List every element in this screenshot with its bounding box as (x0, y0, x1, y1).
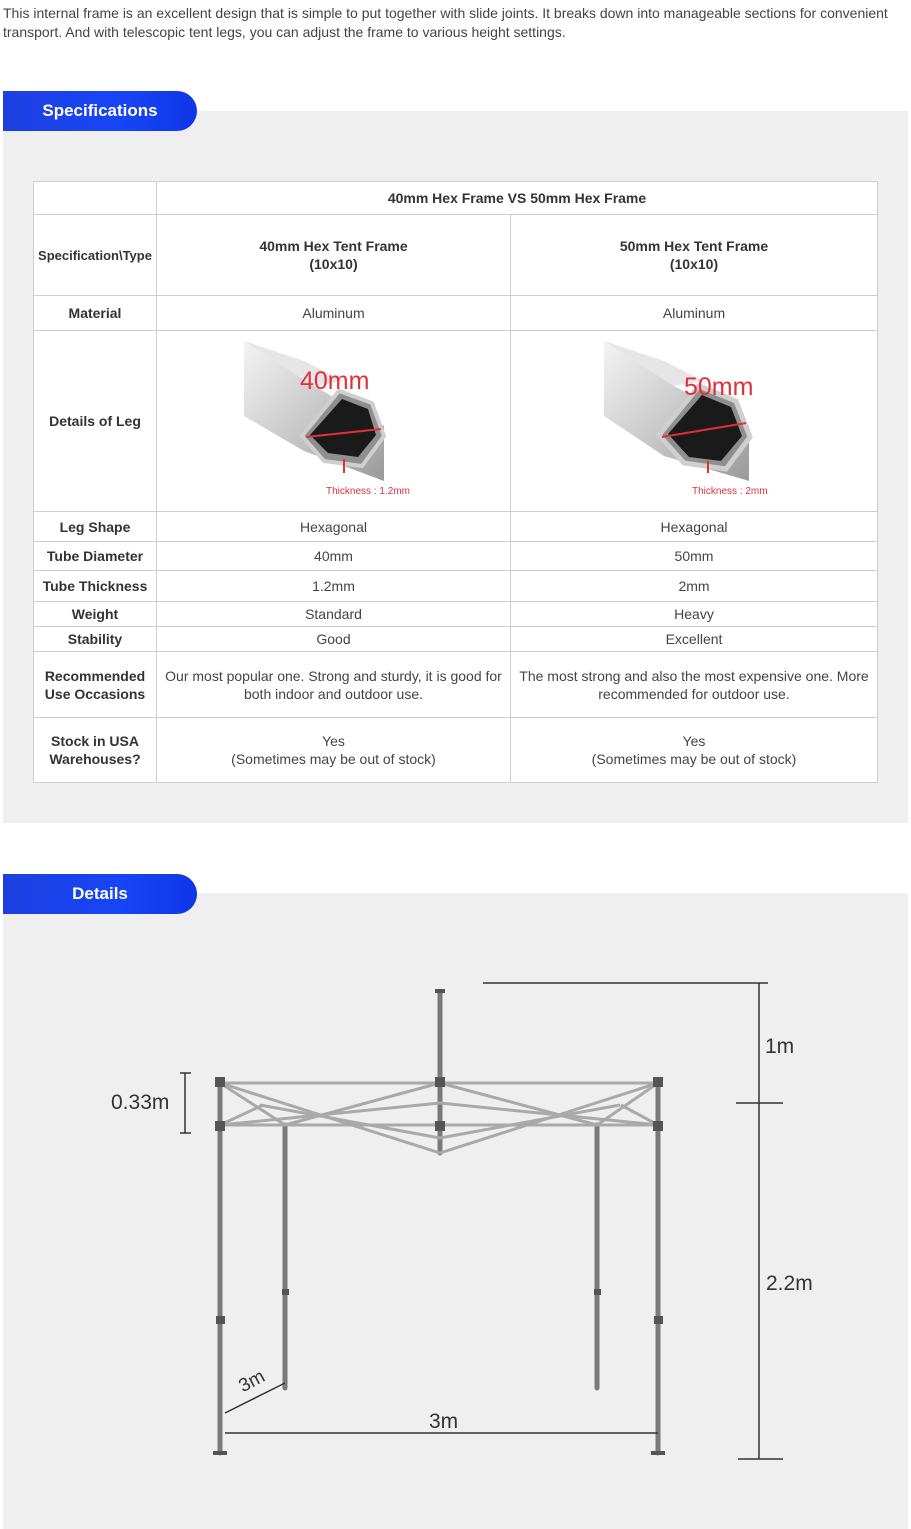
col1-name: 40mm Hex Tent Frame (259, 238, 408, 254)
row-label-stock: Stock in USA Warehouses? (34, 718, 157, 783)
leg-image-50-cell (511, 331, 878, 512)
leg-40-thickness-label: Thickness : 1.2mm (325, 486, 410, 497)
stability-50: Excellent (511, 627, 878, 652)
occasions-40: Our most popular one. Strong and sturdy, it is good for both indoor and outdoor use. (157, 652, 511, 718)
height-1m-label: 1m (765, 1035, 795, 1058)
stock-40: Yes (Sometimes may be out of stock) (157, 718, 511, 783)
row-label-details: Details of Leg (34, 331, 157, 512)
row-label-material: Material (34, 296, 157, 331)
height-22m-label: 2.2m (766, 1272, 813, 1295)
spec-type-label: Specification\Type (34, 215, 157, 296)
weight-40: Standard (157, 602, 511, 627)
row-label-diameter: Tube Diameter (34, 542, 157, 571)
intro-text: This internal frame is an excellent design that is simple to put together with slide joints. It breaks down into manageable sections for convenient transport. And with telescopic tent legs, you can adjust the frame to various height settings. (3, 5, 888, 40)
thickness-50: 2mm (511, 571, 878, 602)
leg-50-size-label: 50mm (684, 373, 754, 401)
shape-50: Hexagonal (511, 512, 878, 542)
diameter-40: 40mm (157, 542, 511, 571)
material-40: Aluminum (157, 296, 511, 331)
diameter-50: 50mm (511, 542, 878, 571)
col2-header (511, 215, 878, 296)
row-label-stability: Stability (34, 627, 157, 652)
shape-40: Hexagonal (157, 512, 511, 542)
leg-50-thickness-label: Thickness : 2mm (692, 486, 768, 497)
row-label-shape: Leg Shape (34, 512, 157, 542)
col1-size: (10x10) (309, 256, 358, 272)
occasions-50: The most strong and also the most expensive one. More recommended for outdoor use. (511, 652, 878, 718)
row-label-weight: Weight (34, 602, 157, 627)
leg-40-size-label: 40mm (299, 367, 369, 395)
width-3m-front-label: 3m (429, 1410, 459, 1433)
table-title: 40mm Hex Frame VS 50mm Hex Frame (157, 182, 878, 215)
col2-name: 50mm Hex Tent Frame (619, 238, 769, 254)
material-50: Aluminum (511, 296, 878, 331)
spec-table (33, 181, 878, 783)
col1-header (157, 215, 511, 296)
stability-40: Good (157, 627, 511, 652)
stock-50: Yes (Sometimes may be out of stock) (511, 718, 878, 783)
thickness-40: 1.2mm (157, 571, 511, 602)
col2-size: (10x10) (669, 256, 719, 272)
tent-frame-diagram (3, 893, 908, 1529)
leg-image-40-cell (157, 331, 511, 512)
leg-tube-50-image (604, 331, 784, 511)
width-3m-side-label: 3m (235, 1366, 269, 1398)
specifications-tab: Specifications (3, 91, 197, 131)
weight-50: Heavy (511, 602, 878, 627)
height-033-label: 0.33m (111, 1091, 170, 1114)
leg-tube-40-image (244, 331, 424, 511)
details-tab: Details (3, 874, 197, 914)
table-corner (34, 182, 157, 215)
row-label-occasions: Recommended Use Occasions (34, 652, 157, 718)
row-label-thickness: Tube Thickness (34, 571, 157, 602)
